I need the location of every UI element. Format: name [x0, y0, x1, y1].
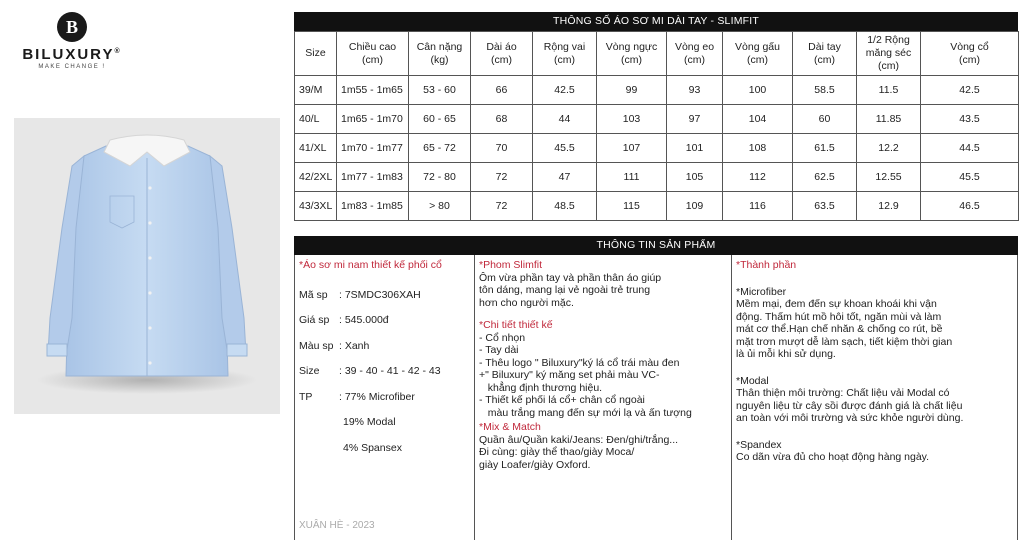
text-line: khẳng định thương hiệu. — [479, 381, 603, 394]
size-cell: 1m65 - 1m70 — [337, 105, 409, 134]
size-cell: 47 — [533, 163, 597, 192]
product-price-row: Giá sp : 545.000đ — [299, 314, 389, 326]
size-cell: 44 — [533, 105, 597, 134]
size-cell: 42.5 — [533, 76, 597, 105]
design-column — [475, 255, 732, 540]
detail-heading: *Chi tiết thiết kế — [479, 319, 553, 331]
spandex-lines — [736, 451, 1013, 464]
size-table-row — [295, 163, 1019, 192]
size-cell: 63.5 — [793, 192, 857, 221]
microfiber-title: *Microfiber — [736, 285, 787, 298]
text-line: là ủi mỗi khi sử dụng. — [736, 348, 836, 360]
fit-heading: *Phom Slimfit — [479, 259, 543, 271]
size-cell: 68 — [471, 105, 533, 134]
size-header-cell: Vòng ngực (cm) — [597, 32, 667, 76]
product-info — [294, 236, 1018, 540]
product-info-grid — [294, 255, 1018, 540]
text-line: tôn dáng, mang lại vẻ ngoài trẻ trung — [479, 284, 651, 296]
size-cell: 45.5 — [533, 134, 597, 163]
size-cell: 103 — [597, 105, 667, 134]
brand-name: BILUXURY® — [22, 46, 122, 63]
product-size-row: Size : 39 - 40 - 41 - 42 - 43 — [299, 365, 441, 377]
size-table-header-row — [295, 32, 1019, 76]
text-line: - Thêu logo " Biluxury"ký lá cổ trái màu đen — [479, 356, 680, 369]
text-line: động. Thấm hút mồ hôi tốt, ngăn mùi và làm — [736, 310, 942, 323]
text-line: Co dãn vừa đủ cho hoạt động hàng ngày. — [736, 451, 930, 463]
size-cell: 12.2 — [857, 134, 921, 163]
modal-lines — [736, 387, 1013, 425]
text-line: Đi cùng: giày thể thao/giày Moca/ — [479, 446, 635, 458]
fit-lines — [479, 272, 727, 310]
size-header-cell: 1/2 Rộng măng séc (cm) — [857, 32, 921, 76]
text-line: giày Loafer/giày Oxford. — [479, 458, 591, 471]
product-info-title: THÔNG TIN SẢN PHẨM — [294, 236, 1018, 255]
text-line: +" Biluxury" ký măng set phải màu VC- — [479, 369, 660, 381]
size-header-cell: Dài áo (cm) — [471, 32, 533, 76]
text-line: Mềm mại, đem đến sự khoan khoái khi vận — [736, 298, 937, 310]
text-line: - Cổ nhọn — [479, 331, 526, 344]
size-cell: 109 — [667, 192, 723, 221]
shirt-illustration — [14, 118, 280, 414]
size-cell: > 80 — [409, 192, 471, 221]
size-cell: 100 — [723, 76, 793, 105]
logo-icon: B — [57, 12, 87, 42]
size-header-cell: Rộng vai (cm) — [533, 32, 597, 76]
text-line: an toàn với môi trường và sức khỏe người dùng. — [736, 412, 964, 424]
size-chart-title: THÔNG SỐ ÁO SƠ MI DÀI TAY - SLIMFIT — [294, 12, 1018, 31]
size-table-row — [295, 105, 1019, 134]
text-line: nguyên liệu từ cây sồi được đánh giá là chất liệu — [736, 399, 963, 412]
spandex-title: *Spandex — [736, 438, 782, 451]
product-photo — [14, 118, 280, 414]
size-cell: 101 — [667, 134, 723, 163]
size-cell: 70 — [471, 134, 533, 163]
size-table — [294, 31, 1019, 221]
size-cell: 1m55 - 1m65 — [337, 76, 409, 105]
product-summary-column — [295, 255, 475, 540]
material-spandex: 4% Spansex — [343, 441, 402, 454]
brand-logo — [12, 12, 132, 70]
size-cell: 99 — [597, 76, 667, 105]
size-cell: 46.5 — [921, 192, 1019, 221]
brand-tagline: MAKE CHANGE ! — [38, 64, 106, 70]
size-cell: 53 - 60 — [409, 76, 471, 105]
size-cell: 61.5 — [793, 134, 857, 163]
size-header-cell: Cân nặng (kg) — [409, 32, 471, 76]
size-cell: 11.85 — [857, 105, 921, 134]
size-cell: 43/3XL — [295, 192, 337, 221]
size-cell: 42.5 — [921, 76, 1019, 105]
size-header-cell: Dài tay (cm) — [793, 32, 857, 76]
size-cell: 1m70 - 1m77 — [337, 134, 409, 163]
size-header-cell: Vòng gấu (cm) — [723, 32, 793, 76]
size-cell: 105 — [667, 163, 723, 192]
size-cell: 60 - 65 — [409, 105, 471, 134]
size-table-row — [295, 76, 1019, 105]
size-cell: 12.9 — [857, 192, 921, 221]
size-header-cell: Vòng eo (cm) — [667, 32, 723, 76]
size-cell: 45.5 — [921, 163, 1019, 192]
composition-column — [732, 255, 1017, 540]
text-line: Thân thiện môi trường: Chất liệu vải Modal có — [736, 387, 950, 399]
size-cell: 48.5 — [533, 192, 597, 221]
size-header-cell: Chiều cao (cm) — [337, 32, 409, 76]
size-cell: 44.5 — [921, 134, 1019, 163]
size-chart — [294, 12, 1018, 221]
size-cell: 40/L — [295, 105, 337, 134]
product-code-row: Mã sp : 7SMDC306XAH — [299, 288, 421, 301]
composition-heading: *Thành phần — [736, 259, 797, 271]
size-cell: 43.5 — [921, 105, 1019, 134]
text-line: hơn cho người mặc. — [479, 296, 574, 309]
product-name: *Áo sơ mi nam thiết kế phối cổ — [299, 259, 442, 271]
size-cell: 107 — [597, 134, 667, 163]
mix-lines — [479, 434, 727, 472]
size-cell: 58.5 — [793, 76, 857, 105]
size-cell: 11.5 — [857, 76, 921, 105]
text-line: Ôm vừa phần tay và phần thân áo giúp — [479, 271, 662, 284]
modal-title: *Modal — [736, 374, 769, 387]
detail-lines — [479, 332, 727, 420]
size-cell: 93 — [667, 76, 723, 105]
size-cell: 12.55 — [857, 163, 921, 192]
size-cell: 72 — [471, 192, 533, 221]
microfiber-lines — [736, 298, 1013, 361]
size-cell: 112 — [723, 163, 793, 192]
season-label: XUÂN HÈ - 2023 — [299, 519, 375, 531]
size-cell: 108 — [723, 134, 793, 163]
product-color-row: Màu sp : Xanh — [299, 339, 370, 352]
text-line: Quần âu/Quần kaki/Jeans: Đen/ghi/trắng... — [479, 433, 679, 446]
size-cell: 66 — [471, 76, 533, 105]
size-header-cell: Size — [295, 32, 337, 76]
size-cell: 1m77 - 1m83 — [337, 163, 409, 192]
size-cell: 72 - 80 — [409, 163, 471, 192]
size-header-cell: Vòng cổ (cm) — [921, 32, 1019, 76]
product-material-row: TP : 77% Microfiber — [299, 390, 415, 403]
size-cell: 97 — [667, 105, 723, 134]
text-line: màu trắng mang đến sự mới lạ và ấn tượng — [479, 406, 692, 419]
material-modal: 19% Modal — [343, 416, 396, 428]
size-table-row — [295, 192, 1019, 221]
size-cell: 62.5 — [793, 163, 857, 192]
size-cell: 1m83 - 1m85 — [337, 192, 409, 221]
size-cell: 111 — [597, 163, 667, 192]
text-line: mặt trơn mượt dễ làm sạch, tiết kiệm thời gian — [736, 335, 953, 348]
size-cell: 42/2XL — [295, 163, 337, 192]
size-cell: 39/M — [295, 76, 337, 105]
text-line: - Tay dài — [479, 344, 519, 356]
size-cell: 60 — [793, 105, 857, 134]
text-line: - Thiết kế phối lá cổ+ chân cổ ngoài — [479, 394, 645, 406]
text-line: mát cơ thể.Hạn chế nhăn & chống co rút, bề — [736, 323, 943, 335]
mix-heading: *Mix & Match — [479, 421, 541, 433]
size-cell: 72 — [471, 163, 533, 192]
size-cell: 65 - 72 — [409, 134, 471, 163]
size-cell: 104 — [723, 105, 793, 134]
size-cell: 41/XL — [295, 134, 337, 163]
size-cell: 115 — [597, 192, 667, 221]
size-table-row — [295, 134, 1019, 163]
size-cell: 116 — [723, 192, 793, 221]
